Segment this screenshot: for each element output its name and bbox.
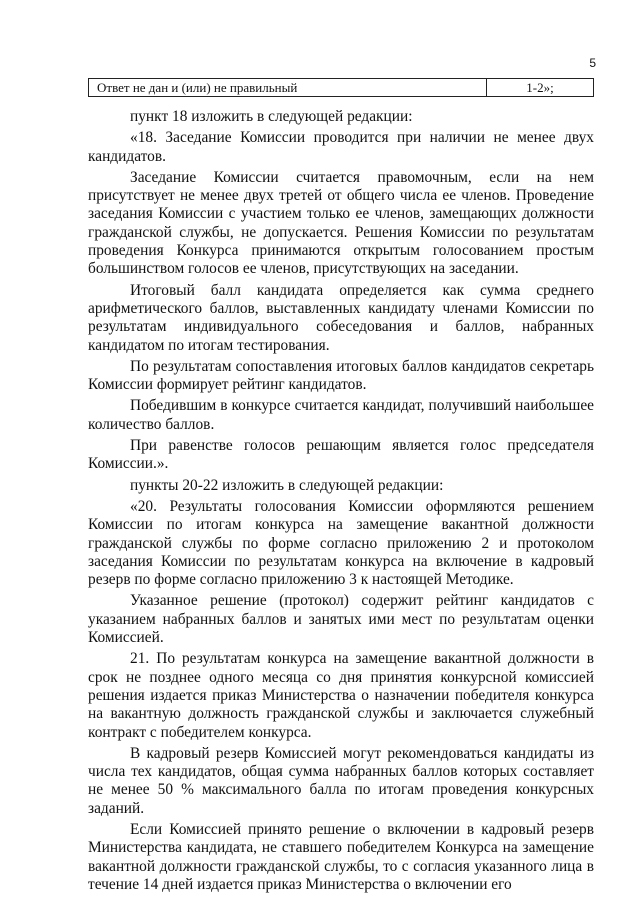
paragraph: Указанное решение (протокол) содержит рейтинг кандидатов с указанием набранных баллов и занятых ими мест по результатам оценки Комиссией.: [88, 592, 594, 647]
paragraph: пункты 20-22 изложить в следующей редакции:: [130, 476, 444, 494]
table-row: [89, 79, 594, 97]
paragraph: При равенстве голосов решающим является голос председателя Комиссии.».: [88, 437, 594, 473]
paragraph: «20. Результаты голосования Комиссии оформляются решением Комиссии по итогам конкурса на замещение вакантной должности гражданской службы по форме согласно приложению 2 и протоколом заседания Комиссии по результатам конкурса на включение в кадровый резерв по форме согласно приложению 3 к настоящей Методике.: [88, 497, 594, 589]
paragraph: Если Комиссией принято решение о включении в кадровый резерв Министерства кандидата, не ставшего победителем Конкурса на замещение вакантной должности гражданской службы, то с согласия указанного лица в течение 14 дней издается приказ Министерства о включении его: [88, 820, 594, 893]
paragraph: пункт 18 изложить в следующей редакции:: [130, 108, 413, 125]
score-table: [88, 78, 594, 97]
paragraph: Заседание Комиссии считается правомочным, если на нем присутствует не менее двух третей от общего числа ее членов. Проведение заседания Комиссии с участием только ее членов, замещающих должности гражданской службы, не допускается. Решения Комиссии по результатам проведения Конкурса принимаются открытым голосованием простым большинством голосов ее членов, присутствующих на заседании.: [88, 168, 594, 278]
paragraph: «18. Заседание Комиссии проводится при наличии не менее двух кандидатов.: [88, 129, 594, 165]
paragraph: 21. По результатам конкурса на замещение вакантной должности в срок не позднее одного месяца со дня принятия конкурсной комиссией решения издается приказ Министерства о назначении победителя конкурса на вакантную должность гражданской службы и заключается служебный контракт с победителем конкурса.: [88, 650, 594, 741]
table-cell-criterion: Ответ не дан и (или) не правильный: [89, 79, 487, 97]
paragraph: Победившим в конкурсе считается кандидат, получивший наибольшее количество баллов.: [88, 397, 594, 433]
table-cell-score: 1-2»;: [487, 79, 594, 97]
document-body: [88, 108, 594, 894]
paragraph: Итоговый балл кандидата определяется как сумма среднего арифметического баллов, выставленных кандидату членами Комиссии по результатам индивидуального собеседования и баллов, набранных кандидатом по итогам тестирования.: [88, 281, 594, 354]
paragraph: По результатам сопоставления итоговых баллов кандидатов секретарь Комиссии формирует рейтинг кандидатов.: [88, 357, 594, 394]
paragraph: В кадровый резерв Комиссией могут рекомендоваться кандидаты из числа тех кандидатов, общая сумма набранных баллов которых составляет не менее 50 % максимального балла по итогам проведения конкурсных заданий.: [88, 744, 594, 817]
page-number: 5: [589, 56, 596, 70]
